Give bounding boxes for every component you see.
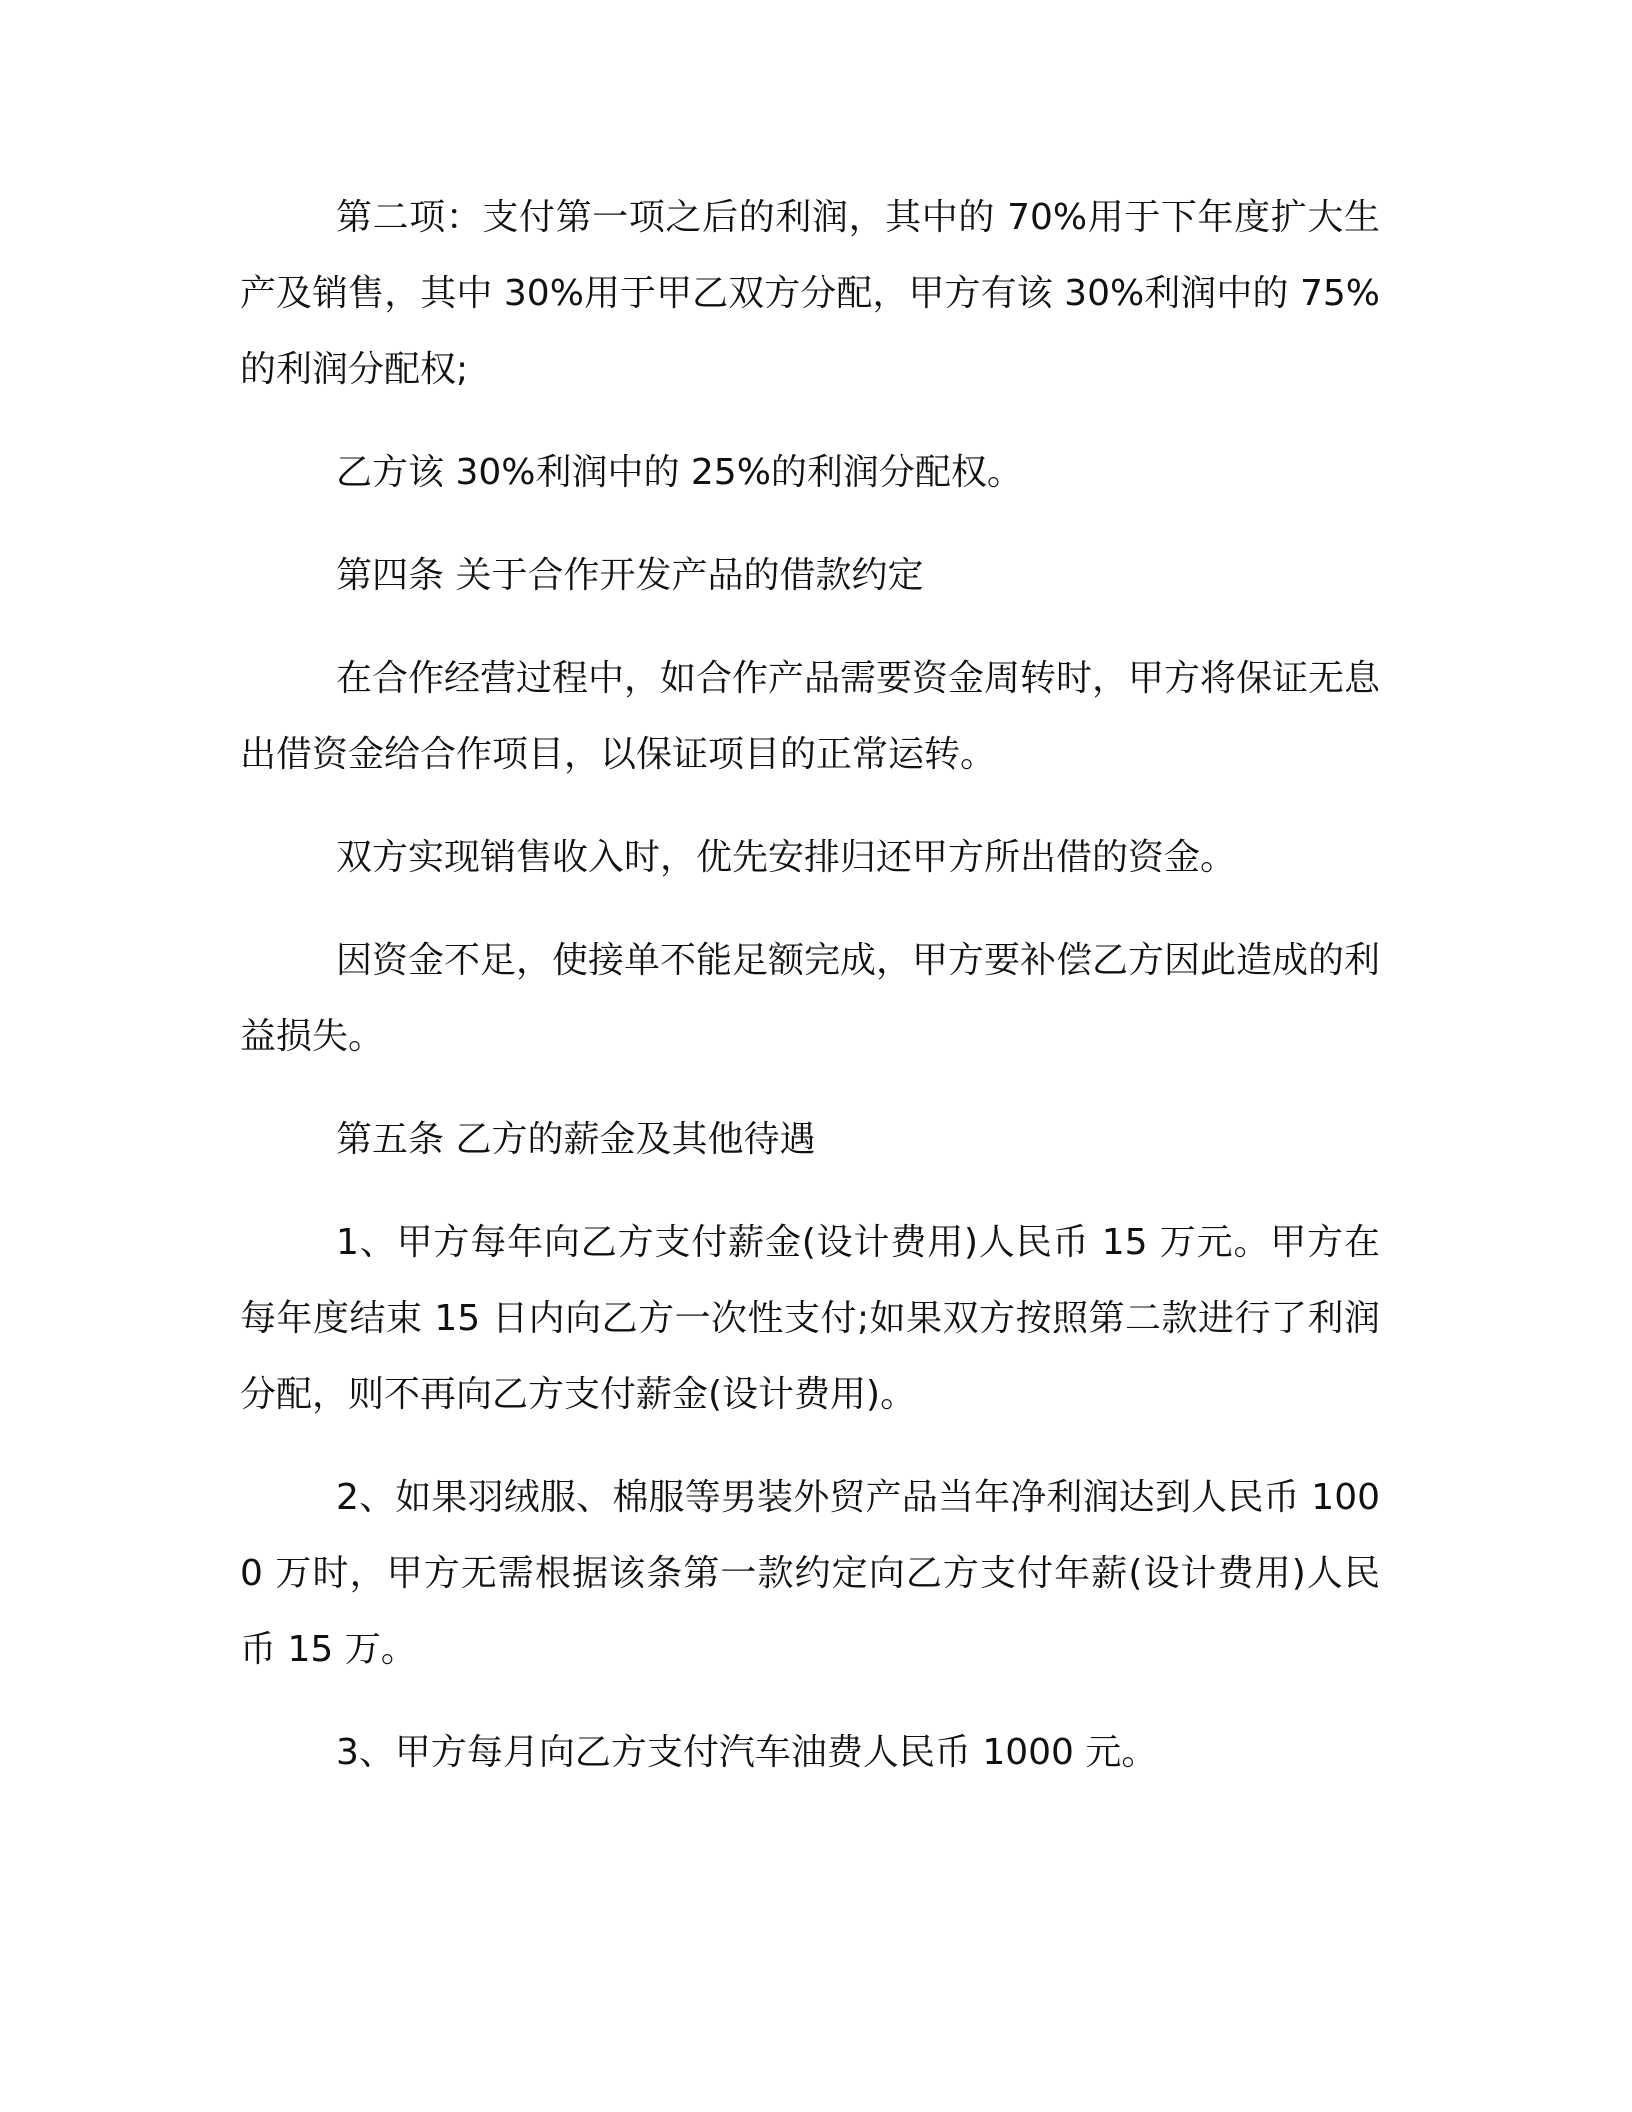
paragraph-loss-compensation: 因资金不足，使接单不能足额完成，甲方要补偿乙方因此造成的利益损失。 (240, 940, 1381, 1057)
document-body (240, 180, 1380, 1818)
paragraph-loan-repayment: 双方实现销售收入时，优先安排归还甲方所出借的资金。 (336, 837, 1237, 878)
paragraph-loan-guarantee: 在合作经营过程中，如合作产品需要资金周转时，甲方将保证无息出借资金给合作项目，以保证项目的正常运转。 (240, 658, 1381, 775)
paragraph-party-b-share: 乙方该 30%利润中的 25%的利润分配权。 (336, 452, 1023, 493)
paragraph-salary-clause-3: 3、甲方每月向乙方支付汽车油费人民币 1000 元。 (336, 1732, 1158, 1773)
paragraph-salary-clause-1: 1、甲方每年向乙方支付薪金(设计费用)人民币 15 万元。甲方在每年度结束 15 日内向乙方一次性支付;如果双方按照第二款进行了利润分配，则不再向乙方支付薪金(设计费用)。 (240, 1222, 1380, 1415)
heading-article-five: 第五条 乙方的薪金及其他待遇 (336, 1119, 816, 1160)
paragraph-profit-item-two: 第二项：支付第一项之后的利润，其中的 70%用于下年度扩大生产及销售，其中 30%用于甲乙双方分配，甲方有该 30%利润中的 75%的利润分配权; (240, 197, 1380, 390)
heading-article-four: 第四条 关于合作开发产品的借款约定 (336, 555, 924, 596)
paragraph-salary-clause-2: 2、如果羽绒服、棉服等男装外贸产品当年净利润达到人民币 1000 万时，甲方无需根据该条第一款约定向乙方支付年薪(设计费用)人民币 15 万。 (240, 1477, 1380, 1670)
